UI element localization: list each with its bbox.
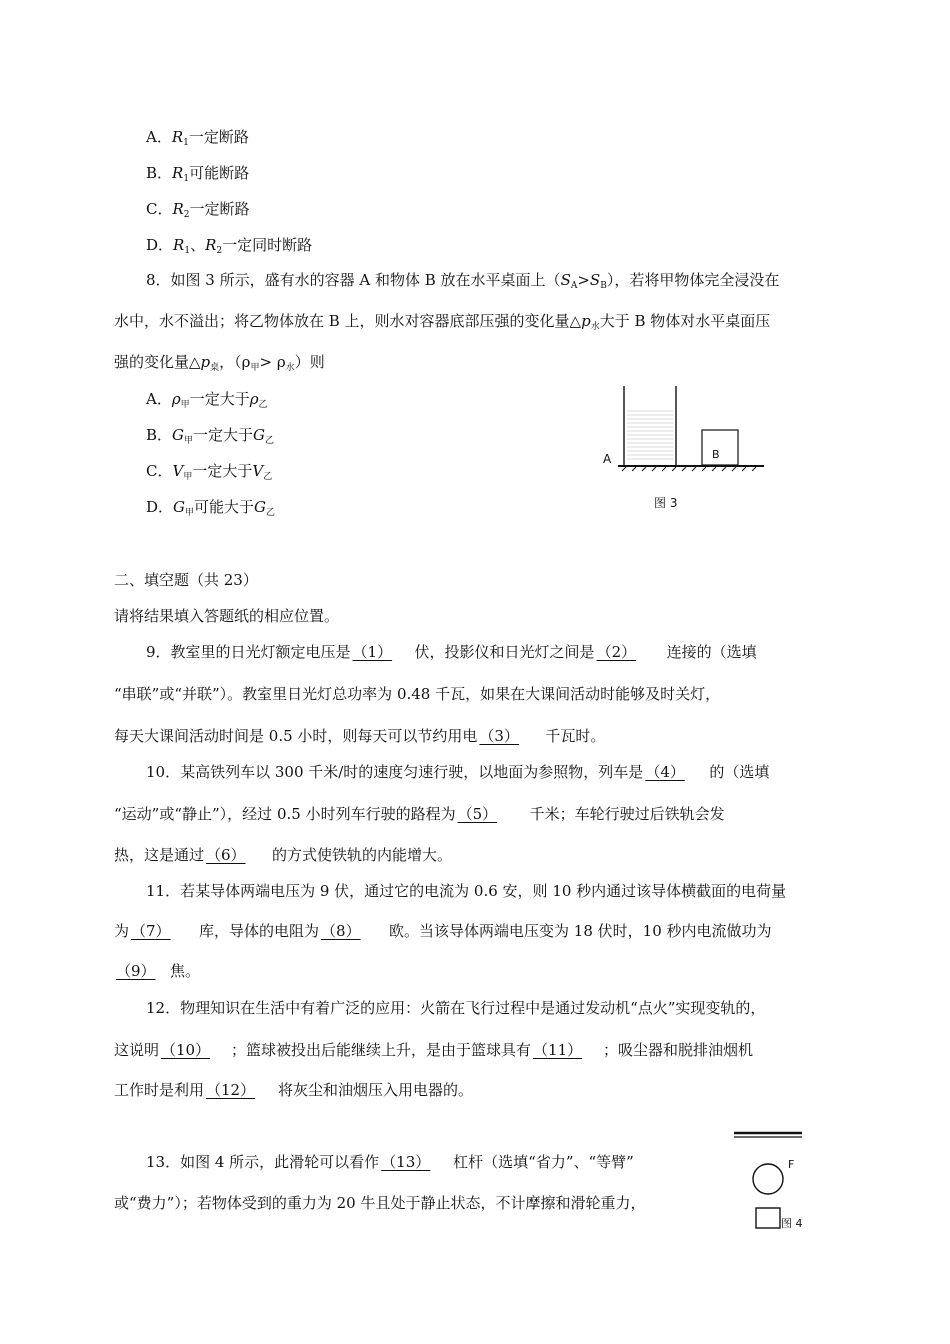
subscript: 甲: [180, 400, 190, 410]
figure-4: [728, 1126, 838, 1236]
label-b: B: [712, 448, 720, 461]
answer-blank: （1）: [352, 643, 393, 661]
answer-blank: （2）: [596, 643, 637, 661]
subscript: 1: [183, 138, 189, 148]
q10-line2: [114, 804, 725, 824]
weight-block: [756, 1208, 780, 1228]
q8-option-a: [146, 389, 268, 415]
weight-symbol: G: [173, 498, 186, 516]
q7-option-d: [146, 235, 312, 261]
text: 欧。当该导体两端电压变为 18 伏时，10 秒内电流做功为: [389, 922, 772, 940]
answer-blank: （12）: [206, 1081, 256, 1099]
option-text: 一定大于: [192, 462, 253, 480]
text: 焦。: [170, 962, 201, 980]
option-text: 一定同时断路: [222, 236, 313, 254]
text: 每天大课间活动时间是 0.5 小时，则每天可以节约用电: [114, 727, 478, 745]
answer-blank: （4）: [645, 763, 685, 781]
option-label: A．: [146, 390, 172, 408]
option-text: 一定断路: [188, 128, 249, 146]
option-text: 可能大于: [194, 498, 255, 516]
volume-symbol: V: [172, 462, 184, 480]
text: ；篮球被投出后能继续上升，是由于篮球具有: [231, 1041, 532, 1059]
section-instruction: 请将结果填入答题纸的相应位置。: [114, 607, 340, 625]
text: 水中，水不溢出；将乙物体放在 B 上，则水对容器底部压强的变化量△: [114, 312, 582, 330]
option-label: B．: [146, 164, 173, 182]
subscript: 甲: [183, 472, 193, 482]
subscript: 1: [184, 246, 191, 256]
q7-option-a: [146, 127, 249, 153]
q13-line1: [146, 1152, 634, 1172]
subscript: 2: [183, 210, 190, 220]
q7-option-b: [146, 163, 249, 189]
text: 为: [114, 922, 130, 940]
q8-stem-line1: [146, 270, 779, 296]
option-label: C．: [146, 200, 173, 218]
text: 强的变化量△: [114, 353, 201, 371]
resistor-symbol: R: [171, 128, 184, 146]
text: > ρ: [259, 353, 286, 371]
text: 这说明: [114, 1041, 160, 1059]
q12-line3: [114, 1080, 473, 1100]
text: 库，导体的电阻为: [199, 922, 320, 940]
q10-line1: [146, 762, 769, 782]
option-text: 一定大于: [193, 426, 254, 444]
figure-3-caption: 图 3: [654, 496, 678, 510]
subscript: A: [570, 281, 578, 291]
water-fill: [625, 408, 675, 464]
subscript: 水: [590, 322, 600, 332]
subscript: 水: [285, 363, 295, 373]
text: ；吸尘器和脱排油烟机: [603, 1041, 754, 1059]
q12-line2: [114, 1040, 753, 1060]
answer-blank: （7）: [131, 922, 171, 940]
q8-option-c: [146, 461, 272, 487]
option-label: D．: [146, 236, 174, 254]
subscript: B: [600, 281, 607, 291]
option-label: B．: [146, 426, 173, 444]
subscript: 2: [216, 246, 223, 256]
subscript: 甲: [185, 508, 195, 518]
option-text: 一定断路: [189, 200, 250, 218]
subscript: 乙: [265, 436, 275, 446]
pressure-symbol: p: [200, 353, 211, 371]
text: 杠杆（选填“省力”、“等臂”: [453, 1153, 634, 1171]
resistor-symbol: R: [205, 236, 217, 254]
resistor-symbol: R: [173, 236, 185, 254]
option-text: 一定大于: [189, 390, 250, 408]
q12-line1: 12．物理知识在生活中有着广泛的应用：火箭在飞行过程中是通过发动机“点火”实现变轨的，: [146, 999, 766, 1017]
text: 10．某高铁列车以 300 千米/时的速度匀速行驶，以地面为参照物，列车是: [146, 763, 644, 781]
subscript: 乙: [263, 472, 273, 482]
text: ，（ρ: [219, 353, 251, 371]
text: 8．如图 3 所示，盛有水的容器 A 和物体 B 放在水平桌面上（: [146, 271, 561, 289]
weight-symbol: G: [253, 426, 266, 444]
q8-option-d: [146, 497, 275, 523]
answer-blank: （9）: [116, 962, 156, 980]
option-label: C．: [146, 462, 173, 480]
answer-blank: （10）: [161, 1041, 211, 1059]
weight-symbol: G: [254, 498, 267, 516]
weight-symbol: G: [172, 426, 185, 444]
object-b: [702, 430, 738, 465]
answer-blank: （8）: [321, 922, 361, 940]
section-title: 二、填空题（共 23）: [114, 571, 258, 589]
subscript: 乙: [258, 400, 268, 410]
answer-blank: （11）: [533, 1041, 583, 1059]
q9-line3: [114, 726, 605, 746]
text: 大于 B 物体对水平桌面压: [599, 312, 771, 330]
subscript: 甲: [250, 363, 260, 373]
subscript: 1: [183, 174, 190, 184]
resistor-symbol: R: [172, 164, 184, 182]
subscript: 乙: [266, 508, 276, 518]
text: 9．教室里的日光灯额定电压是: [146, 643, 351, 661]
q7-option-c: [146, 199, 250, 225]
option-label: A．: [146, 128, 172, 146]
answer-blank: （6）: [206, 846, 246, 864]
text: 将灰尘和油烟压入用电器的。: [278, 1081, 474, 1099]
text: ），若将甲物体完全浸没在: [606, 271, 780, 289]
table-hatching: [622, 467, 756, 471]
text: “运动”或“静止”），经过 0.5 小时列车行驶的路程为: [114, 805, 456, 823]
q9-line2: “串联”或“并联”）。教室里日光灯总功率为 0.48 千瓦，如果在大课间活动时能够及时关灯，: [114, 685, 721, 703]
text: 13．如图 4 所示，此滑轮可以看作: [146, 1153, 380, 1171]
answer-blank: （5）: [457, 805, 498, 823]
q11-line2: [114, 921, 772, 941]
subscript: 甲: [184, 436, 194, 446]
option-text: 可能断路: [189, 164, 250, 182]
q8-option-b: [146, 425, 274, 451]
force-label: F: [788, 1158, 795, 1171]
text: 连接的（选填: [666, 643, 757, 661]
text: 千米；车轮行驶过后铁轨会发: [529, 805, 725, 823]
figure-4-caption: 图 4: [781, 1217, 803, 1230]
text: 千瓦时。: [545, 727, 606, 745]
resistor-symbol: R: [172, 200, 184, 218]
q8-stem-line2: [114, 311, 770, 337]
figure-3: [596, 380, 776, 520]
pressure-symbol: p: [581, 312, 591, 330]
text: 的方式使铁轨的内能增大。: [272, 846, 453, 864]
answer-blank: （3）: [479, 727, 519, 745]
volume-symbol: V: [252, 462, 264, 480]
q10-line3: [114, 845, 452, 865]
text: 伏，投影仪和日光灯之间是: [414, 643, 595, 661]
option-label: D．: [146, 498, 174, 516]
answer-blank: （13）: [381, 1153, 431, 1171]
q11-line1: 11．若某导体两端电压为 9 伏，通过它的电流为 0.6 安，则 10 秒内通过该导体横截面的电荷量: [146, 882, 787, 900]
pulley-circle: [753, 1164, 783, 1194]
area-symbol: S: [589, 271, 601, 289]
density-symbol: ρ: [171, 390, 181, 408]
container-a: [624, 386, 676, 465]
text: 工作时是利用: [114, 1081, 205, 1099]
text: 的（选填: [709, 763, 770, 781]
area-symbol: S: [560, 271, 571, 289]
subscript: 桌: [210, 363, 220, 373]
q11-line3: [114, 961, 200, 981]
text: 热，这是通过: [114, 846, 205, 864]
label-a: A: [603, 452, 612, 466]
q13-line2: 或“费力”）；若物体受到的重力为 20 牛且处于静止状态，不计摩擦和滑轮重力，: [114, 1194, 646, 1212]
density-symbol: ρ: [249, 390, 259, 408]
q9-line1: [146, 642, 757, 662]
text: ）则: [294, 353, 325, 371]
q8-stem-line3: [114, 352, 325, 378]
separator: 、: [190, 236, 206, 254]
text: >: [577, 271, 590, 289]
